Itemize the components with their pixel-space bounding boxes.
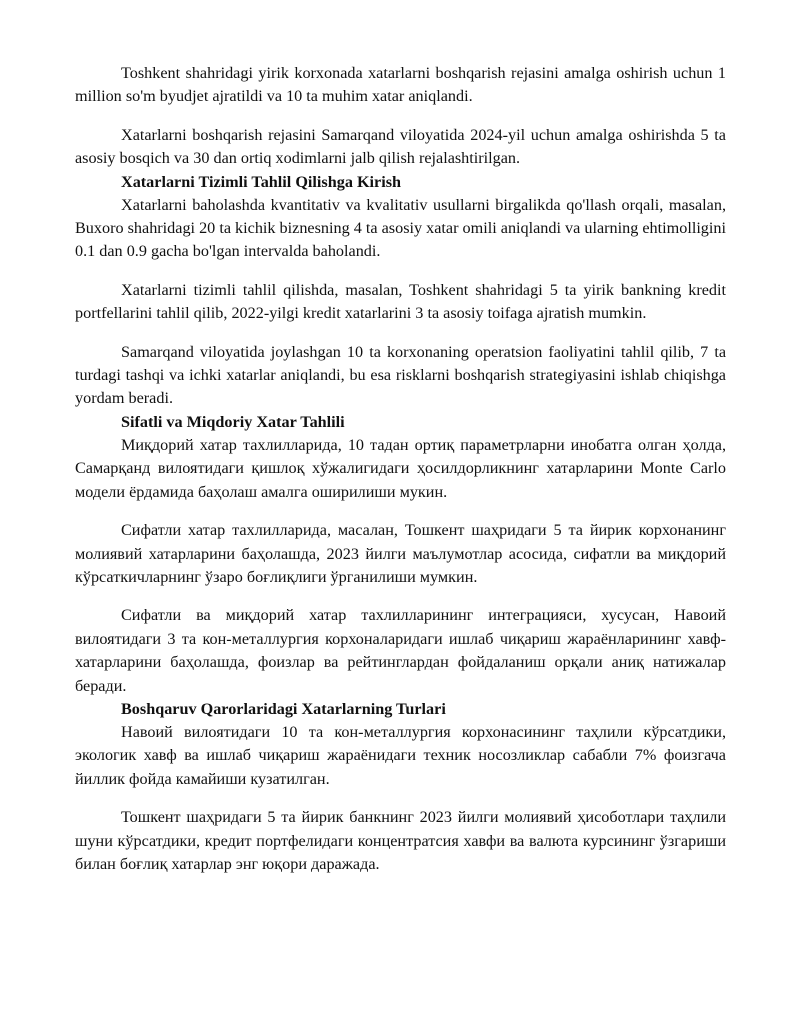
paragraph-bukhara: Xatarlarni baholashda kvantitativ va kvalitativ usullarni birgalikda qo'llash orqali, masalan, Buxoro shahridagi 20 ta kichik biznesning 4 ta asosiy xatar omili aniqlandi va ularning ehtimolligini 0.1 dan 0.9 gacha bo'lgan intervalda baholandi.: [75, 195, 726, 261]
paragraph-navoi-mining: Навоий вилоятидаги 10 та кон-металлургия корхонасининг таҳлили кўрсатдики, экологик хавф ва ишлаб чиқариш жараёнидаги техник носозликлар сабабли 7% фоизгача йиллик фойда камайиши кузатилган.: [75, 722, 726, 788]
paragraph-tashkent-banks: Xatarlarni tizimli tahlil qilishda, masalan, Toshkent shahridagi 5 ta yirik bankning kredit portfellarini tahlil qilib, 2022-yilgi kredit xatarlarini 3 ta asosiy toifaga ajratish mumkin.: [75, 280, 726, 323]
paragraph-samarkand-enterprises: Samarqand viloyatida joylashgan 10 ta korxonaning operatsion faoliyatini tahlil qilib, 7 ta turdagi tashqi va ichki xatarlar aniqlandi, bu esa risklarni boshqarish strategiyasini ishlab chiqishga yordam beradi.: [75, 342, 726, 408]
paragraph-plan-stages: Xatarlarni boshqarish rejasini Samarqand viloyatida 2024-yil uchun amalga oshirishda 5 ta asosiy bosqich va 30 dan ortiq xodimlarni jalb qilish rejalashtirilgan.: [75, 125, 726, 168]
document-page: [75, 62, 726, 876]
section-heading-risk-types: Boshqaruv Qarorlaridagi Xatarlarning Turlari: [121, 699, 446, 718]
paragraph-monte-carlo: Миқдорий хатар тахлилларида, 10 тадан ортиқ параметрларни инобатга олган ҳолда, Самарқанд вилоятидаги қишлоқ хўжалигидаги ҳосилдорликнинг хатарларини Monte Carlo модели ёрдамида баҳолаш амалга оширилиши мукин.: [75, 435, 726, 501]
paragraph-tashkent-bank-reports: Тошкент шаҳридаги 5 та йирик банкнинг 2023 йилги молиявий ҳисоботлари таҳлили шуни кўрсатдики, кредит портфелидаги концентратсия хавфи ва валюта курсининг ўзгариши билан боғлиқ хатарлар энг юқори даражада.: [75, 808, 726, 873]
paragraph-integration: Сифатли ва миқдорий хатар тахлилларининг интеграцияси, хусусан, Навоий вилоятидаги 3 та кон-металлургия корхоналаридаги ишлаб чиқариш жараёнларининг хавф-хатарларини баҳолашда, фоизлар ва рейтинглардан фойдаланиш орқали аниқ натижалар беради.: [75, 606, 726, 695]
paragraph-budget: Toshkent shahridagi yirik korxonada xatarlarni boshqarish rejasini amalga oshirish uchun 1 million so'm byudjet ajratildi va 10 ta muhim xatar aniqlandi.: [75, 64, 726, 106]
section-heading-qualitative-quantitative: Sifatli va Miqdoriy Xatar Tahlili: [121, 412, 345, 431]
section-heading-systematic-analysis: Xatarlarni Tizimli Tahlil Qilishga Kirish: [121, 172, 402, 191]
paragraph-qualitative-analysis: Сифатли хатар тахлилларида, масалан, Тошкент шаҳридаги 5 та йирик корхонанинг молиявий хатарларини баҳолашда, 2023 йилги маълумотлар асосида, сифатли ва миқдорий кўрсаткичларнинг ўзаро боғлиқлиги ўрганилиши мумкин.: [75, 521, 726, 586]
